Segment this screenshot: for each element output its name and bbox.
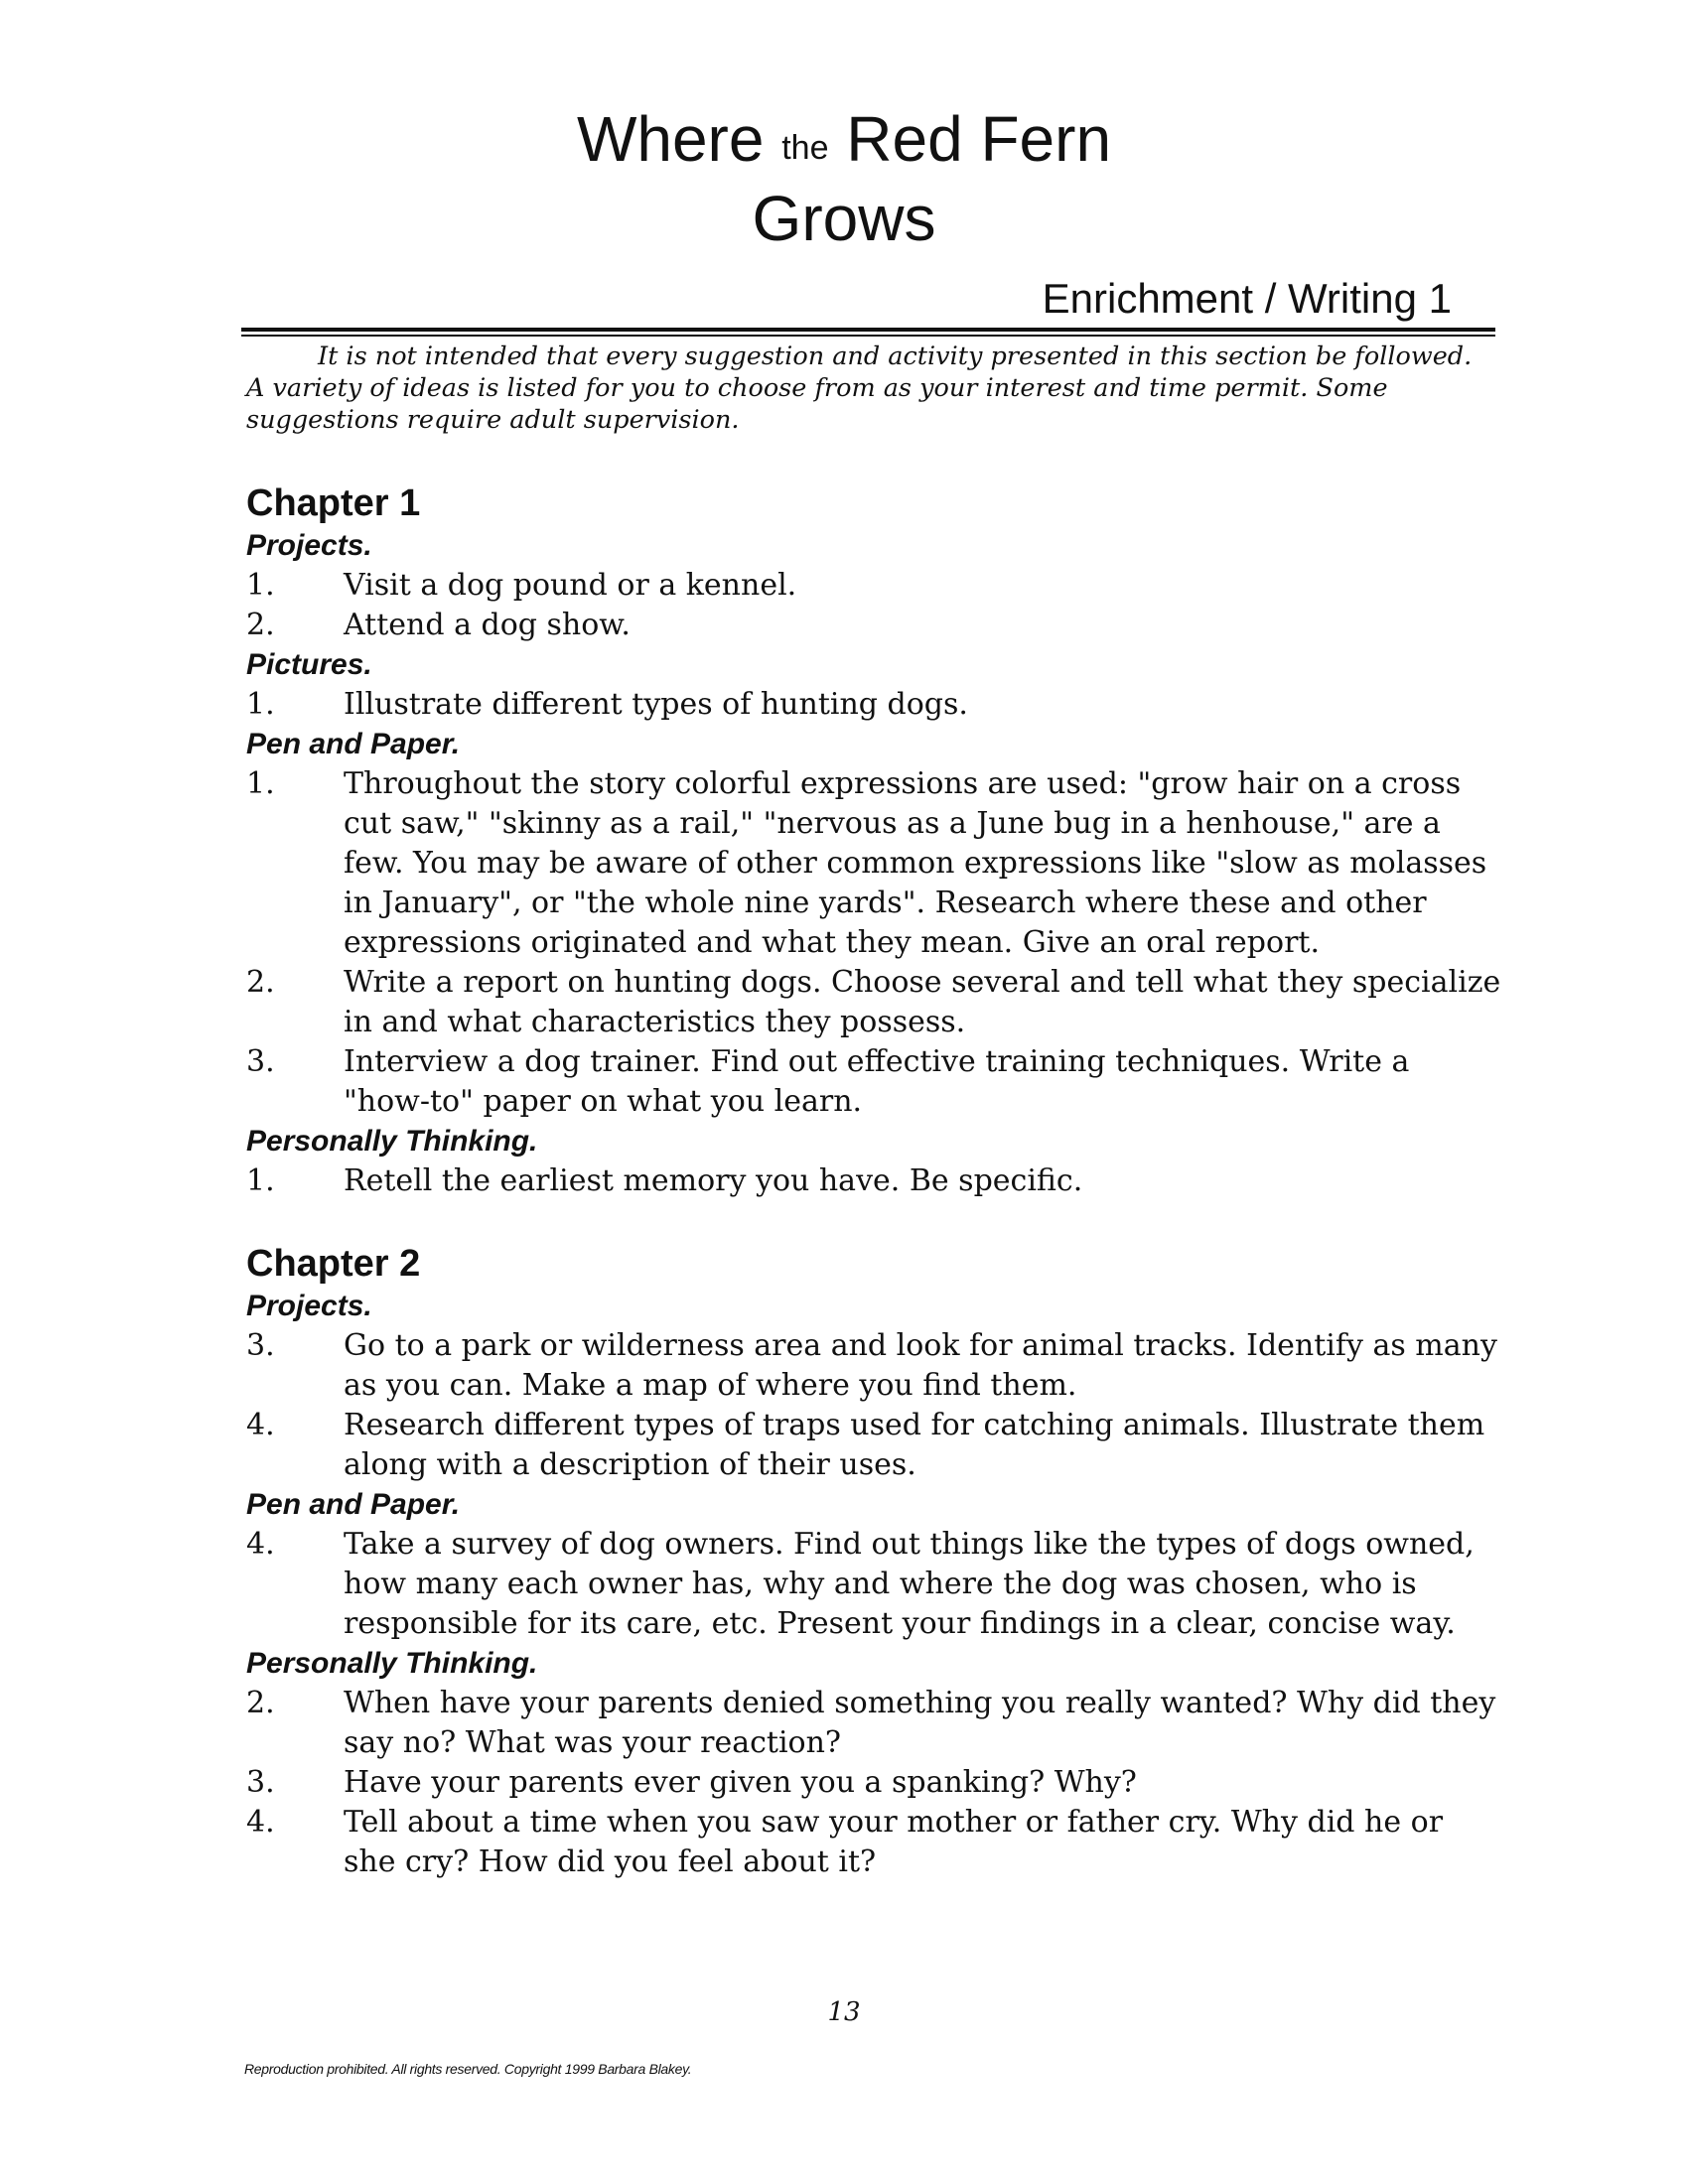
list-item [246, 685, 1502, 725]
activity-category-heading: Pen and Paper. [246, 728, 461, 760]
section-label: Enrichment / Writing 1 [1042, 275, 1452, 322]
list-item [246, 963, 1502, 1042]
list-item-text: Have your parents ever given you a spanking? Why? [344, 1765, 1137, 1800]
list-item-number: 2. [246, 1686, 275, 1720]
list-item-text: Go to a park or wilderness area and look for animal tracks. Identify as many as you can. Make a map of where you find them. [344, 1328, 1497, 1403]
book-title-line-1 [0, 103, 1688, 175]
chapters-content [246, 480, 1502, 1882]
chapter-section [246, 1241, 1502, 1882]
chapter-heading: Chapter 2 [246, 1243, 421, 1285]
list-item-text: Interview a dog trainer. Find out effective training techniques. Write a "how-to" paper on what you learn. [344, 1044, 1410, 1119]
header-rule-thick [241, 328, 1495, 332]
list-item-number: 4. [246, 1805, 275, 1840]
list-item [246, 1763, 1502, 1803]
list-item-number: 2. [246, 608, 275, 642]
page-number: 13 [827, 1997, 861, 2027]
list-item-text: Retell the earliest memory you have. Be specific. [344, 1163, 1083, 1198]
header-rule-thin [241, 335, 1495, 337]
chapter-section [246, 480, 1502, 1201]
activity-category-heading: Personally Thinking. [246, 1125, 538, 1158]
list-item [246, 1326, 1502, 1406]
list-item-text: Write a report on hunting dogs. Choose several and tell what they specialize in and what characteristics they possess. [344, 965, 1501, 1039]
list-item-number: 4. [246, 1408, 275, 1442]
book-title-line-2: Grows [752, 183, 936, 254]
list-item-text: When have your parents denied something you really wanted? Why did they say no? What was your reaction? [344, 1686, 1496, 1760]
activity-category-heading: Projects. [246, 529, 372, 562]
list-item-number: 3. [246, 1765, 275, 1800]
list-item [246, 1161, 1502, 1201]
list-item-text: Illustrate different types of hunting dogs. [344, 687, 968, 722]
list-item-text: Tell about a time when you saw your mother or father cry. Why did he or she cry? How did you feel about it? [344, 1805, 1444, 1879]
list-item [246, 606, 1502, 645]
list-item-number: 1. [246, 568, 275, 603]
list-item [246, 1042, 1502, 1122]
activity-category-heading: Pictures. [246, 648, 372, 681]
list-item-number: 1. [246, 1163, 275, 1198]
list-item-text: Research different types of traps used for catching animals. Illustrate them along with a description of their uses. [344, 1408, 1485, 1482]
list-item-number: 4. [246, 1527, 275, 1562]
list-item [246, 764, 1502, 963]
intro-paragraph: It is not intended that every suggestion and activity presented in this section be followed. A variety of ideas is listed for you to choose from as your interest and time permit. Some suggestions require adult supervision. [246, 341, 1473, 435]
list-item-number: 1. [246, 687, 275, 722]
list-item [246, 1684, 1502, 1763]
activity-category-heading: Pen and Paper. [246, 1488, 461, 1521]
chapter-spacer [246, 1201, 1502, 1241]
list-item-text: Attend a dog show. [344, 608, 631, 642]
copyright-footer: Reproduction prohibited. All rights reserved. Copyright 1999 Barbara Blakey. [244, 2061, 692, 2077]
list-item [246, 1525, 1502, 1644]
chapter-heading: Chapter 1 [246, 482, 421, 524]
list-item-text: Visit a dog pound or a kennel. [344, 568, 797, 603]
list-item [246, 566, 1502, 606]
list-item-number: 2. [246, 965, 275, 1000]
list-item-number: 1. [246, 766, 275, 801]
title-words-red-fern: Red Fern [846, 103, 1112, 175]
list-item-number: 3. [246, 1044, 275, 1079]
title-word-where: Where [576, 103, 765, 175]
list-item-number: 3. [246, 1328, 275, 1363]
activity-category-heading: Projects. [246, 1290, 372, 1322]
list-item [246, 1406, 1502, 1485]
activity-category-heading: Personally Thinking. [246, 1647, 538, 1680]
title-word-the: the [781, 129, 829, 167]
list-item-text: Take a survey of dog owners. Find out things like the types of dogs owned, how many each owner has, why and where the dog was chosen, who is responsible for its care, etc. Present your findings in a clear, concise way. [344, 1527, 1475, 1641]
list-item [246, 1803, 1502, 1882]
list-item-text: Throughout the story colorful expressions are used: "grow hair on a cross cut saw," "skinny as a rail," "nervous as a June bug in a henhouse," are a few. You may be aware of other common expressions like "slow as molasses in January", or "the whole nine yards". Research where these and other expressions originated and what they mean. Give an oral report. [344, 766, 1487, 960]
